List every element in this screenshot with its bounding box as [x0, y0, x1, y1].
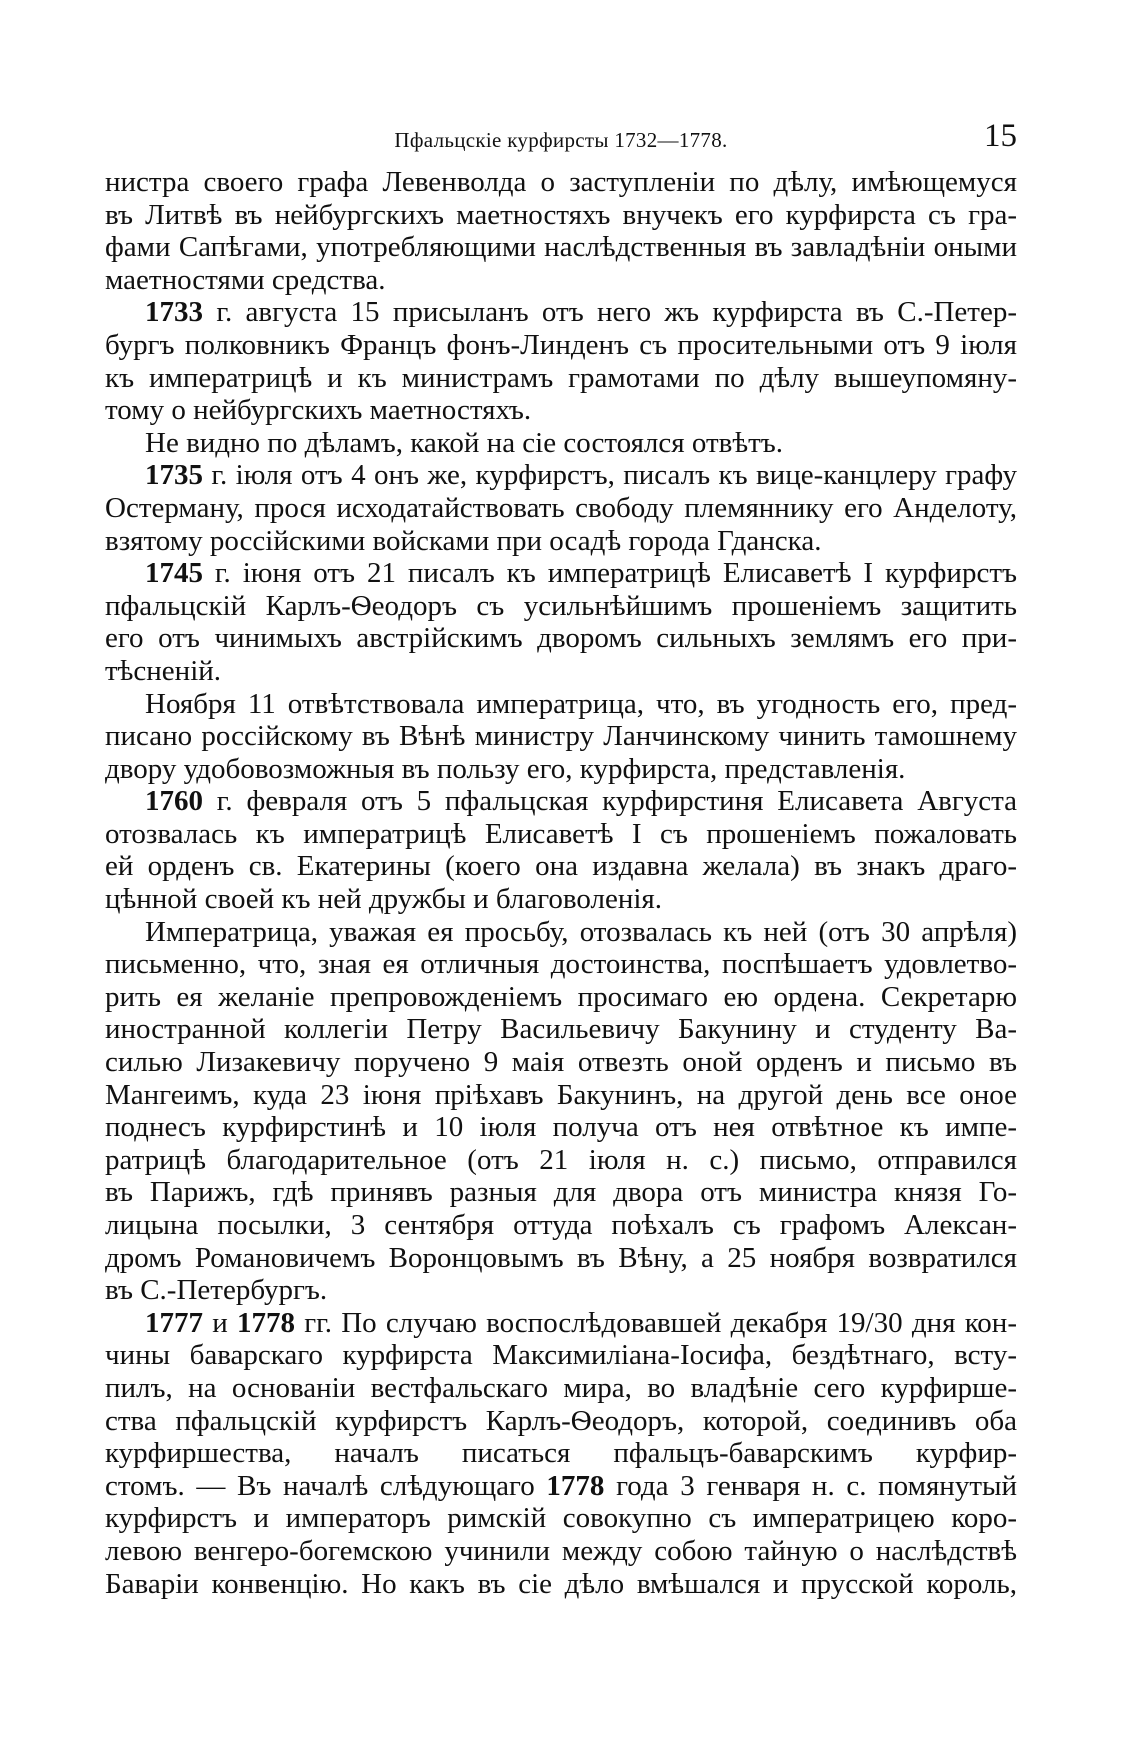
- text-line: иностранной коллегіи Петру Васильевичу Бакунину и студенту Ва-: [105, 1013, 1017, 1046]
- text-line: курфирстъ и императоръ римскій совокупно съ императрицею коро-: [105, 1502, 1017, 1535]
- text-line: двору удобовозможныя въ пользу его, курфирста, представленія.: [105, 752, 906, 785]
- text-line: ей орденъ св. Екатерины (коего она издавна желала) въ знакъ драго-: [105, 850, 1017, 883]
- text-line: тѣсненій.: [105, 654, 222, 687]
- text-line: въ Литвѣ въ нейбургскихъ маетностяхъ внучекъ его курфирста съ гра-: [105, 198, 1017, 231]
- year: 1760: [145, 785, 203, 818]
- text-line: левою венгеро-богемскою учинили между собою тайную о наслѣдствѣ: [105, 1534, 1017, 1567]
- year: 1733: [145, 296, 203, 329]
- text-line: ратрицѣ благодарительное (отъ 21 іюля н. с.) письмо, отправился: [105, 1143, 1017, 1176]
- text-line: ства пфальцскій курфирстъ Карлъ-Ѳеодоръ, которой, соединивъ оба: [105, 1404, 1017, 1437]
- paragraph: [105, 785, 1017, 915]
- year: 1778: [236, 1306, 295, 1339]
- text-line: 1745 г. іюня отъ 21 писалъ къ императрицѣ Елисаветѣ I курфирстъ: [145, 557, 1017, 590]
- paragraph: [105, 459, 1017, 557]
- year: 1735: [145, 459, 203, 492]
- text-line: курфиршества, началъ писаться пфальцъ-баварскимъ курфир-: [105, 1437, 1017, 1470]
- text-line: 1735 г. іюля отъ 4 онъ же, курфирстъ, писалъ къ вице-канцлеру графу: [145, 459, 1017, 492]
- text-line: дромъ Романовичемъ Воронцовымъ въ Вѣну, а 25 ноября возвратился: [105, 1241, 1017, 1274]
- paragraph: [105, 296, 1017, 426]
- text-line: поднесъ курфирстинѣ и 10 іюля получа отъ нея отвѣтное къ импе-: [105, 1111, 1017, 1144]
- text-line: маетностями средства.: [105, 263, 386, 296]
- text-line: къ императрицѣ и къ министрамъ грамотами по дѣлу вышеупомяну-: [105, 361, 1017, 394]
- text-line: силью Лизакевичу поручено 9 маія отвезть оной орденъ и письмо въ: [105, 1046, 1017, 1079]
- text-line: цѣнной своей къ ней дружбы и благоволенія.: [105, 883, 663, 916]
- text-line: въ С.-Петербургъ.: [105, 1274, 328, 1307]
- body-text: [105, 166, 1017, 1600]
- paragraph: [105, 166, 1017, 296]
- text-line: Ноября 11 отвѣтствовала императрица, что, въ угодность его, пред-: [145, 687, 1017, 720]
- year: 1778: [546, 1469, 605, 1502]
- text-line: письменно, что, зная ея отличныя достоинства, поспѣшаетъ удовлетво-: [105, 948, 1017, 981]
- text-line: писано россійскому въ Вѣнѣ министру Ланчинскому чинить тамошнему: [105, 720, 1017, 753]
- text-line: нистра своего графа Левенволда о заступленіи по дѣлу, имѣющемуся: [105, 166, 1017, 198]
- paragraph: [105, 688, 1017, 786]
- paragraph: [105, 427, 1017, 460]
- text-line: отозвалась къ императрицѣ Елисаветѣ I съ прошеніемъ пожаловать: [105, 817, 1017, 850]
- text-line: 1777 и 1778 гг. По случаю воспослѣдовавшей декабря 19/30 дня кон-: [145, 1306, 1017, 1339]
- text-line: Мангеимъ, куда 23 іюня пріѣхавъ Бакунинъ, на другой день все оное: [105, 1078, 1017, 1111]
- text-line: Баваріи конвенцію. Но какъ въ сіе дѣло вмѣшался и прусской король,: [105, 1567, 1017, 1600]
- paragraph: [105, 916, 1017, 1307]
- text-line: взятому россійскими войсками при осадѣ города Гданска.: [105, 524, 822, 557]
- text-line: стомъ. — Въ началѣ слѣдующаго 1778 года 3 генваря н. с. помянутый: [105, 1469, 1018, 1502]
- page-header: [105, 118, 1017, 162]
- text-line: тому о нейбургскихъ маетностяхъ.: [105, 394, 532, 427]
- text-line: 1760 г. февраля отъ 5 пфальцская курфирстиня Елисавета Августа: [145, 785, 1017, 818]
- paragraph: [105, 557, 1017, 687]
- text-line: рить ея желаніе препровожденіемъ просимаго ею ордена. Секретарю: [105, 980, 1017, 1013]
- text-line: Остерману, прося исходатайствовать свободу племяннику его Анделоту,: [105, 491, 1017, 524]
- text-line: пилъ, на основаніи вестфальскаго мира, во владѣніе сего курфирше-: [105, 1371, 1017, 1404]
- year: 1777: [145, 1306, 203, 1339]
- text-line: Императрица, уважая ея просьбу, отозвалась къ ней (отъ 30 апрѣля): [145, 915, 1017, 948]
- text-line: 1733 г. августа 15 присыланъ отъ него жъ курфирста въ С.-Петер-: [145, 296, 1017, 329]
- page-number: 15: [984, 118, 1017, 154]
- paragraph: [105, 1307, 1017, 1600]
- text-line: Не видно по дѣламъ, какой на сіе состоялся отвѣтъ.: [145, 426, 783, 459]
- text-line: его отъ чинимыхъ австрійскимъ дворомъ сильныхъ землямъ его при-: [105, 622, 1017, 655]
- text-line: въ Парижъ, гдѣ принявъ разныя для двора отъ министра князя Го-: [105, 1176, 1017, 1209]
- text-line: лицына посылки, 3 сентября оттуда поѣхалъ съ графомъ Алексан-: [105, 1209, 1017, 1241]
- text-line: бургъ полковникъ Францъ фонъ-Линденъ съ просительными отъ 9 іюля: [105, 328, 1017, 361]
- text-line: пфальцскій Карлъ-Ѳеодоръ съ усильнѣйшимъ прошеніемъ защитить: [105, 589, 1017, 622]
- text-line: фами Сапѣгами, употребляющими наслѣдственныя въ завладѣніи оными: [105, 231, 1017, 264]
- text-line: чины баварскаго курфирста Максимиліана-Іосифа, бездѣтнаго, всту-: [105, 1339, 1017, 1372]
- year: 1745: [145, 557, 203, 590]
- running-title: Пфальцскіе курфирсты 1732—1778.: [394, 128, 728, 152]
